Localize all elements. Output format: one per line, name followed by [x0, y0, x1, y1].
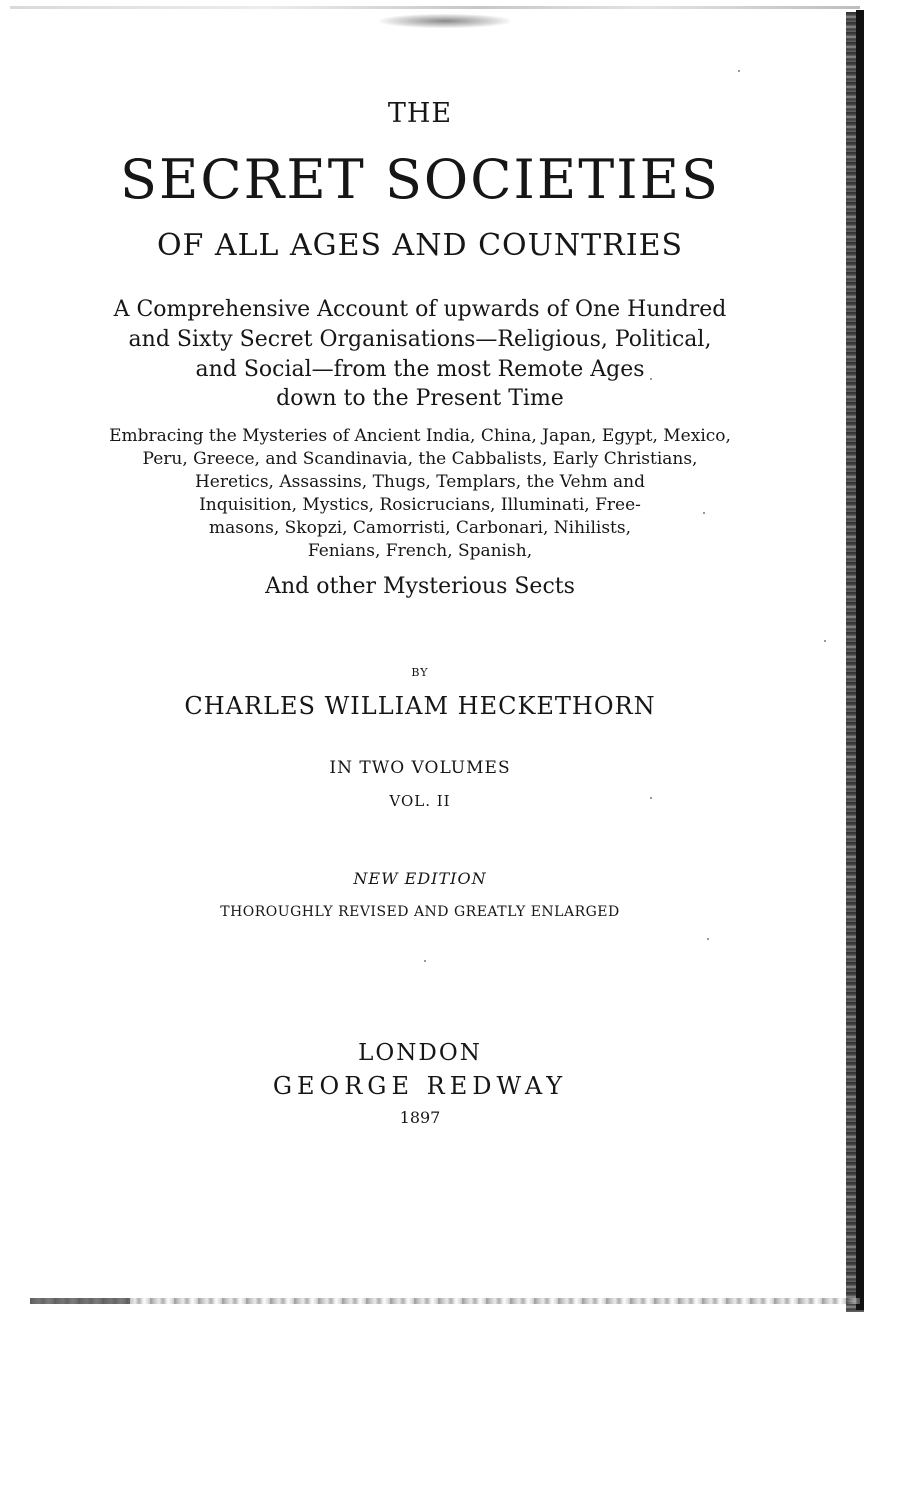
scan-smudge	[380, 14, 510, 28]
title-the: THE	[387, 98, 453, 129]
embracing-line: Inquisition, Mystics, Rosicrucians, Illuminati, Free-	[199, 495, 641, 515]
publication-year: 1897	[399, 1108, 441, 1127]
by-label: BY	[411, 666, 429, 679]
description-line: and Social—from the most Remote Ages	[195, 357, 645, 382]
scan-speck	[738, 70, 740, 72]
subtitle: OF ALL AGES AND COUNTRIES	[156, 228, 684, 263]
volume-count: IN TWO VOLUMES	[329, 758, 511, 778]
scan-edge-bottom	[30, 1298, 860, 1304]
scan-speck	[824, 640, 826, 642]
publisher-city: LONDON	[358, 1040, 482, 1066]
author-name: CHARLES WILLIAM HECKETHORN	[184, 692, 656, 720]
description-line: down to the Present Time	[276, 386, 564, 411]
description-line: and Sixty Secret Organisations—Religious, Political,	[128, 327, 712, 352]
scan-edge-right-bar	[856, 10, 864, 1310]
edition-label: NEW EDITION	[353, 869, 487, 888]
embracing-line: masons, Skopzi, Camorristi, Carbonari, Nihilists,	[208, 518, 632, 538]
description-line: A Comprehensive Account of upwards of One Hundred	[113, 297, 727, 322]
scan-edge-bottom-dark	[30, 1298, 130, 1304]
revision-note: THOROUGHLY REVISED AND GREATLY ENLARGED	[220, 904, 620, 920]
embracing-line: Heretics, Assassins, Thugs, Templars, the Vehm and	[194, 472, 646, 492]
scan-speck	[424, 960, 426, 962]
other-sects: And other Mysterious Sects	[265, 574, 575, 599]
scan-edge-top	[10, 6, 860, 9]
embracing-line: Fenians, French, Spanish,	[307, 541, 533, 561]
scan-speck	[650, 378, 652, 380]
embracing-line: Embracing the Mysteries of Ancient India, China, Japan, Egypt, Mexico,	[109, 426, 731, 446]
scan-speck	[650, 797, 652, 799]
main-title: SECRET SOCIETIES	[119, 148, 721, 211]
volume-number: VOL. II	[389, 792, 451, 810]
publisher-name: GEORGE REDWAY	[272, 1072, 568, 1100]
scan-speck	[707, 938, 709, 940]
embracing-line: Peru, Greece, and Scandinavia, the Cabbalists, Early Christians,	[142, 449, 698, 469]
scan-speck	[703, 512, 705, 514]
